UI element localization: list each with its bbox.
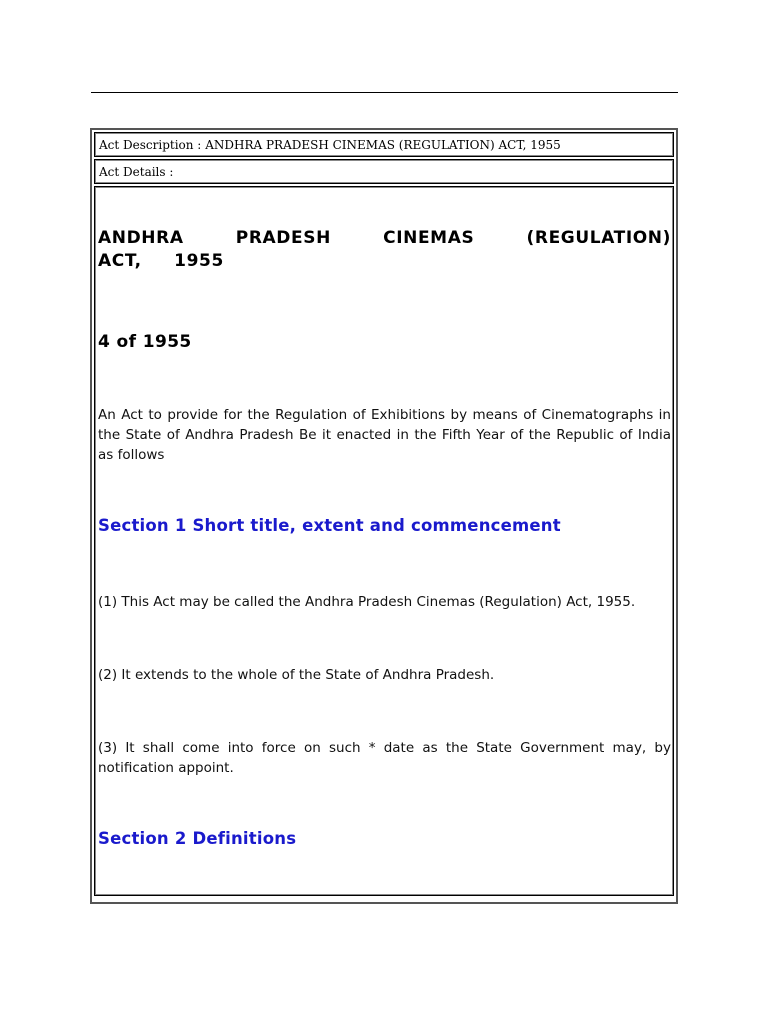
act-details-label: Act Details : — [99, 165, 174, 179]
act-number: 4 of 1955 — [98, 332, 192, 352]
section-2-heading: Section 2 Definitions — [98, 829, 297, 848]
act-description-row — [94, 132, 674, 157]
section-1-heading: Section 1 Short title, extent and commencement — [98, 516, 561, 535]
section-1-clause-2: (2) It extends to the whole of the State of Andhra Pradesh. — [98, 667, 495, 683]
act-content — [94, 186, 674, 896]
act-description-label: Act Description : — [99, 138, 202, 152]
act-title: ANDHRA PRADESH CINEMAS (REGULATION) ACT, 1955 — [98, 228, 671, 271]
section-1-clause-3: (3) It shall come into force on such * date as the State Government may, by notification appoint. — [98, 740, 671, 776]
act-description-value: ANDHRA PRADESH CINEMAS (REGULATION) ACT, 1955 — [205, 138, 561, 152]
top-divider — [91, 92, 678, 93]
act-table — [90, 128, 678, 904]
act-preamble: An Act to provide for the Regulation of Exhibitions by means of Cinematographs in the State of Andhra Pradesh Be it enacted in the Fifth Year of the Republic of India as follows — [98, 407, 671, 463]
act-details-row — [94, 159, 674, 184]
section-1-clause-1: (1) This Act may be called the Andhra Pradesh Cinemas (Regulation) Act, 1955. — [98, 594, 636, 610]
